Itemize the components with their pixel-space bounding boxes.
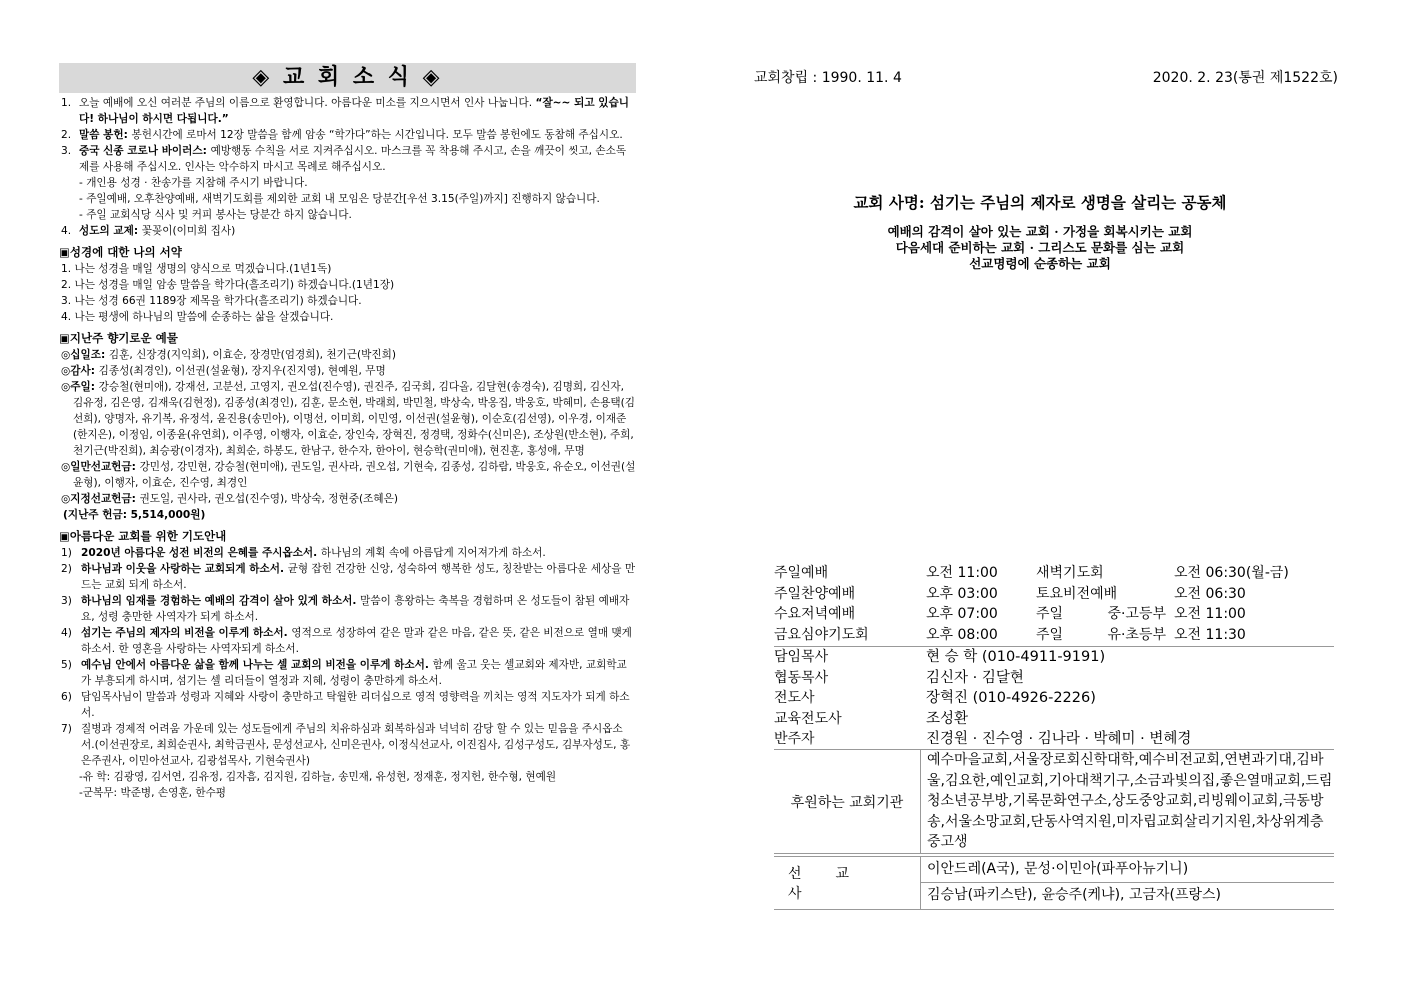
staff-name: 조성환 xyxy=(926,710,969,727)
staff-role: 교육전도사 xyxy=(774,710,842,727)
text-run: 하나님의 계획 속에 아름답게 지어져가게 하소서. xyxy=(320,547,546,559)
staff-role: 담임목사 xyxy=(774,649,829,665)
service-time: 오후 03:00 xyxy=(926,585,998,602)
church-news-title: ◈ 교 회 소 식 ◈ xyxy=(59,63,636,93)
prayer-number: 4) xyxy=(61,627,72,639)
prayer-item xyxy=(59,625,636,657)
service-name: 금요심야기도회 xyxy=(774,626,869,643)
text-run: 영적으로 성장하여 같은 말과 같은 마음, 같은 뜻, 같은 비전으로 열매 맺게 하소서. 한 영혼을 사랑하는 사역자되게 하소서. xyxy=(81,627,632,655)
offering-names: 강승철(현미애), 강재선, 고분선, 고영지, 권오섭(진수영), 권진주, 김국희, 김다올, 김달현(송경숙), 김명희, 김신자, 김유정, 김은영, 김재욱(김현정), 김종성(최경인), 김훈, 문소현, 박래희, 박민철, 박상숙, 박옹집, 박웅호, 박혜미, 손용택(김선희), 양명자, 유기복, 유정석, 윤진용(송민아), 이명선, 이미희, 이민영, 이선권(설윤형), 이순호(김선영), 이우경, 이재준(한지은), 이정임, 이종윤(유연희), 이주영, 이행자, 이효순, 장인숙, 장혁진, 정경택, 정화수(신미은), 조상원(반소현), 주희, 천기근(박진희), 최승광(이경자), 최희순, 하봉도, 한남구, 한수자, 한아이, 현승학(권미애), 현진훈, 홍성애, 무명 xyxy=(73,381,635,457)
text-run: 함께 울고 웃는 셀교회와 제자반, 교회학교가 부흥되게 하시며, 섬기는 셀 리더들이 열정과 지혜, 성령이 충만하게 하소서. xyxy=(81,659,627,687)
prayer-number: 3) xyxy=(61,595,72,607)
prayer-number: 5) xyxy=(61,659,72,671)
service-name: 주일 중·고등부 xyxy=(1036,606,1166,622)
text-run: - 주일예배, 오후찬양예배, 새벽기도회를 제외한 교회 내 모임은 당분간[우선 3.15(주일)까지] 진행하지 않습니다. xyxy=(79,193,600,205)
text-run: 담임목사님이 말씀과 성령과 지혜와 사랑이 충만하고 탁월한 리더십으로 영적 영향력을 끼치는 영적 지도자가 되게 하소서. xyxy=(81,691,630,719)
vow-item: 4. 나는 평생에 하나님의 말씀에 순종하는 삶을 살겠습니다. xyxy=(61,311,334,323)
text-run: 말씀이 흥왕하는 축복을 경험하며 온 성도들이 참된 예배자요, 성령 충만한 사역자가 되게 하소서. xyxy=(81,595,630,623)
staff-name: 진경원 · 진수영 · 김나라 · 박혜미 · 변혜경 xyxy=(926,731,1192,747)
vow-item: 2. 나는 성경을 매일 암송 말씀을 학가다(흘조리기) 하겠습니다.(1년1장) xyxy=(61,279,395,291)
offering-names: 권도일, 권사라, 권오섭(진수영), 박상숙, 정현중(조혜은) xyxy=(139,493,398,505)
offering-names: 김훈, 신장경(지익희), 이효순, 장경만(엄경희), 천기근(박진희) xyxy=(108,349,396,361)
church-news-column xyxy=(59,63,636,801)
prayer-item xyxy=(59,561,636,593)
text-run: 예수님 안에서 아름다운 삶을 함께 나누는 셀 교회의 비전을 이루게 하소서. xyxy=(81,659,433,671)
service-time: 오전 06:30 xyxy=(1174,585,1246,602)
vision-line: 예배의 감격이 살아 있는 교회 · 가정을 회복시키는 교회 xyxy=(887,224,1193,239)
vow-list xyxy=(59,261,636,325)
missionary-line: 이안드레(A국), 문성·이민아(파푸아뉴기니) xyxy=(921,857,1334,883)
service-name: 주일찬양예배 xyxy=(774,585,856,602)
staff-name: 장혁진 (010-4926-2226) xyxy=(926,690,1096,706)
missionary-line: 김승남(파키스탄), 윤승주(케냐), 고금자(프랑스) xyxy=(927,887,1222,903)
staff-row xyxy=(774,709,1334,730)
service-times xyxy=(774,563,1334,645)
vow-section-title: ▣성경에 대한 나의 서약 xyxy=(59,245,182,259)
staff-row xyxy=(774,729,1334,750)
service-row xyxy=(774,563,1334,584)
offering-label: ◎십일조: xyxy=(61,349,109,361)
text-run: 중국 신종 코로나 바이러스: xyxy=(79,145,211,157)
support-text: 예수마을교회,서울장로회신학대학,예수비전교회,연변과기대,김바울,김요한,예인교회,기아대책기구,소금과빛의집,좋은열매교회,드림청소년공부방,기록문화연구소,상도중앙교회,리빙웨이교회,극동방송,서울소망교회,단동사역지원,미자립교회살리기지원,차상위계층중고생 xyxy=(920,750,1334,853)
staff-role: 협동목사 xyxy=(774,669,829,686)
vow-item: 1. 나는 성경을 매일 생명의 양식으로 먹겠습니다.(1년1독) xyxy=(61,263,332,275)
staff-row xyxy=(774,647,1334,668)
prayer-item xyxy=(59,593,636,625)
offering-names: 김종성(최경인), 이선권(설윤형), 장지우(진지영), 현예원, 무명 xyxy=(98,365,386,377)
offering-total: (지난주 헌금: 5,514,000원) xyxy=(63,509,206,521)
news-item xyxy=(59,175,636,191)
offering-list xyxy=(59,347,636,507)
text-run: 꽃꽂이(이미희 집사) xyxy=(141,225,236,237)
text-run: 하나님과 이웃을 사랑하는 교회되게 하소서. xyxy=(81,563,288,575)
prayer-item xyxy=(59,657,636,689)
text-run: 섬기는 주님의 제자의 비전을 이루게 하소서. xyxy=(81,627,292,639)
service-time: 오전 11:00 xyxy=(926,565,998,581)
news-item xyxy=(59,191,636,207)
overseas-military-list xyxy=(59,769,636,801)
offering-item xyxy=(59,379,636,459)
staff-row xyxy=(774,668,1334,689)
prayer-item xyxy=(59,689,636,721)
text-run: 2020년 아름다운 성전 비전의 은혜를 주시옵소서. xyxy=(81,547,321,559)
news-item xyxy=(59,95,636,127)
offering-item xyxy=(59,459,636,491)
text-run: 봉헌시간에 로마서 12장 말씀을 함께 암송 “학가다”하는 시간입니다. 모두 말씀 봉헌에도 동참해 주십시오. xyxy=(131,129,623,141)
vow-item: 3. 나는 성경 66권 1189장 제목을 학가다(흘조리기) 하겠습니다. xyxy=(61,295,362,307)
service-row xyxy=(774,625,1334,646)
offering-item xyxy=(59,491,636,507)
text-run: 성도의 교제: xyxy=(79,225,142,237)
service-row xyxy=(774,604,1334,625)
support-label: 후원하는 교회기관 xyxy=(790,794,904,811)
news-list xyxy=(59,95,636,239)
offering-item xyxy=(59,363,636,379)
text-run: - 개인용 성경 · 찬송가를 지참해 주시기 바랍니다. xyxy=(79,177,308,189)
prayer-item xyxy=(59,721,636,769)
service-name: 수요저녁예배 xyxy=(774,606,856,622)
news-item xyxy=(59,223,636,239)
text-run: 오늘 예배에 오신 여러분 주님의 이름으로 환영합니다. 아름다운 미소를 지으시면서 인사 나눕니다. xyxy=(79,97,536,109)
vision-line: 다음세대 준비하는 교회 · 그리스도 문화를 심는 교회 xyxy=(895,240,1185,255)
church-mission: 교회 사명: 섬기는 주님의 제자로 생명을 살리는 공동체 xyxy=(853,193,1227,212)
offering-label: ◎일만선교헌금: xyxy=(61,461,140,473)
missionary-label xyxy=(774,857,920,909)
offering-names: 강민성, 강민현, 강승철(현미애), 권도일, 권사라, 권오섭, 기현숙, 김종성, 김하람, 박웅호, 유순오, 이선권(설윤형), 이행자, 이효순, 진수영, 최경인 xyxy=(73,461,636,489)
service-time: 오전 06:30(월-금) xyxy=(1174,565,1289,581)
vision-lines xyxy=(720,224,1360,272)
text-run: 질병과 경제적 어려움 가운데 있는 성도들에게 주님의 치유하심과 회복하심과 넉넉히 감당 할 수 있는 믿음을 주시옵소서.(이선권장로, 최희순권사, 최학금권사, 문성선교사, 신미은권사, 이정식선교사, 이진집사, 김성구성도, 김부자성도, 홍은주권사, 이민아선교사, 김광섭목사, 기현숙권사) xyxy=(81,723,631,767)
service-time: 오전 11:00 xyxy=(1174,606,1246,622)
staff-list xyxy=(774,646,1334,750)
overseas-military-item: -유 학: 김광영, 김서연, 김유정, 김자흠, 김지원, 김하늘, 송민재, 유성현, 정재훈, 정지헌, 한수형, 현예원 xyxy=(79,771,557,783)
offering-label: ◎감사: xyxy=(61,365,99,377)
news-item xyxy=(59,207,636,223)
vision-line: 선교명령에 순종하는 교회 xyxy=(969,256,1111,271)
news-number: 2. xyxy=(61,129,72,141)
prayer-number: 6) xyxy=(61,691,72,703)
staff-row xyxy=(774,688,1334,709)
issue-date: 2020. 2. 23(통권 제1522호) xyxy=(1152,70,1338,86)
prayer-number: 7) xyxy=(61,723,72,735)
text-run: “잘~~ 되고 있습니다! 하나님이 하시면 다됩니다.” xyxy=(79,97,629,125)
offering-label: ◎주일: xyxy=(61,381,99,393)
offering-item xyxy=(59,347,636,363)
overseas-military-item: -군복무: 박준병, 손영훈, 한수평 xyxy=(79,787,227,799)
staff-role: 전도사 xyxy=(774,690,815,706)
text-run: 하나님의 임재를 경험하는 예배의 감격이 살아 있게 하소서. xyxy=(81,595,361,607)
text-run: 균형 잡힌 건강한 신앙, 성숙하여 행복한 성도, 칭찬받는 아름다운 세상을 만드는 교회 되게 하소서. xyxy=(81,563,636,591)
offering-section-title: ▣지난주 향기로운 예물 xyxy=(59,331,178,345)
staff-role: 반주자 xyxy=(774,731,815,747)
text-run: 말씀 봉헌: xyxy=(79,129,132,141)
service-name: 주일 유·초등부 xyxy=(1036,626,1166,643)
service-name: 주일예배 xyxy=(774,565,829,581)
prayer-list xyxy=(59,545,636,769)
service-time: 오후 08:00 xyxy=(926,626,998,643)
prayer-section-title: ▣아름다운 교회를 위한 기도안내 xyxy=(59,529,227,543)
staff-name: 현 승 학 (010-4911-9191) xyxy=(926,649,1106,665)
news-number: 4. xyxy=(61,225,72,237)
service-row xyxy=(774,584,1334,605)
staff-name: 김신자 · 김달현 xyxy=(926,669,1024,686)
service-schedule xyxy=(774,563,1334,750)
news-number: 1. xyxy=(61,97,72,109)
missionary-list xyxy=(920,857,1334,909)
service-name: 토요비전예배 xyxy=(1036,585,1118,602)
service-time: 오후 07:00 xyxy=(926,606,998,622)
prayer-item xyxy=(59,545,636,561)
text-run: - 주일 교회식당 식사 및 커피 봉사는 당분간 하지 않습니다. xyxy=(79,209,352,221)
prayer-number: 2) xyxy=(61,563,72,575)
news-item xyxy=(59,143,636,175)
news-item xyxy=(59,127,636,143)
text-run: 예방행동 수칙을 서로 지켜주십시오. 마스크를 꼭 착용해 주시고, 손을 깨끗이 씻고, 손소독제를 사용해 주십시오. 인사는 악수하지 마시고 목례로 해주십시오. xyxy=(79,145,627,173)
service-name: 새벽기도회 xyxy=(1036,565,1104,581)
news-number: 3. xyxy=(61,145,72,157)
service-time: 오전 11:30 xyxy=(1174,626,1246,643)
prayer-number: 1) xyxy=(61,547,72,559)
supporting-organizations xyxy=(774,749,1334,854)
founded-date: 교회창립 : 1990. 11. 4 xyxy=(754,70,902,86)
missionaries xyxy=(774,856,1334,910)
offering-label: ◎지정선교헌금: xyxy=(61,493,140,505)
missionary-label-text: 선교사 xyxy=(788,866,884,902)
